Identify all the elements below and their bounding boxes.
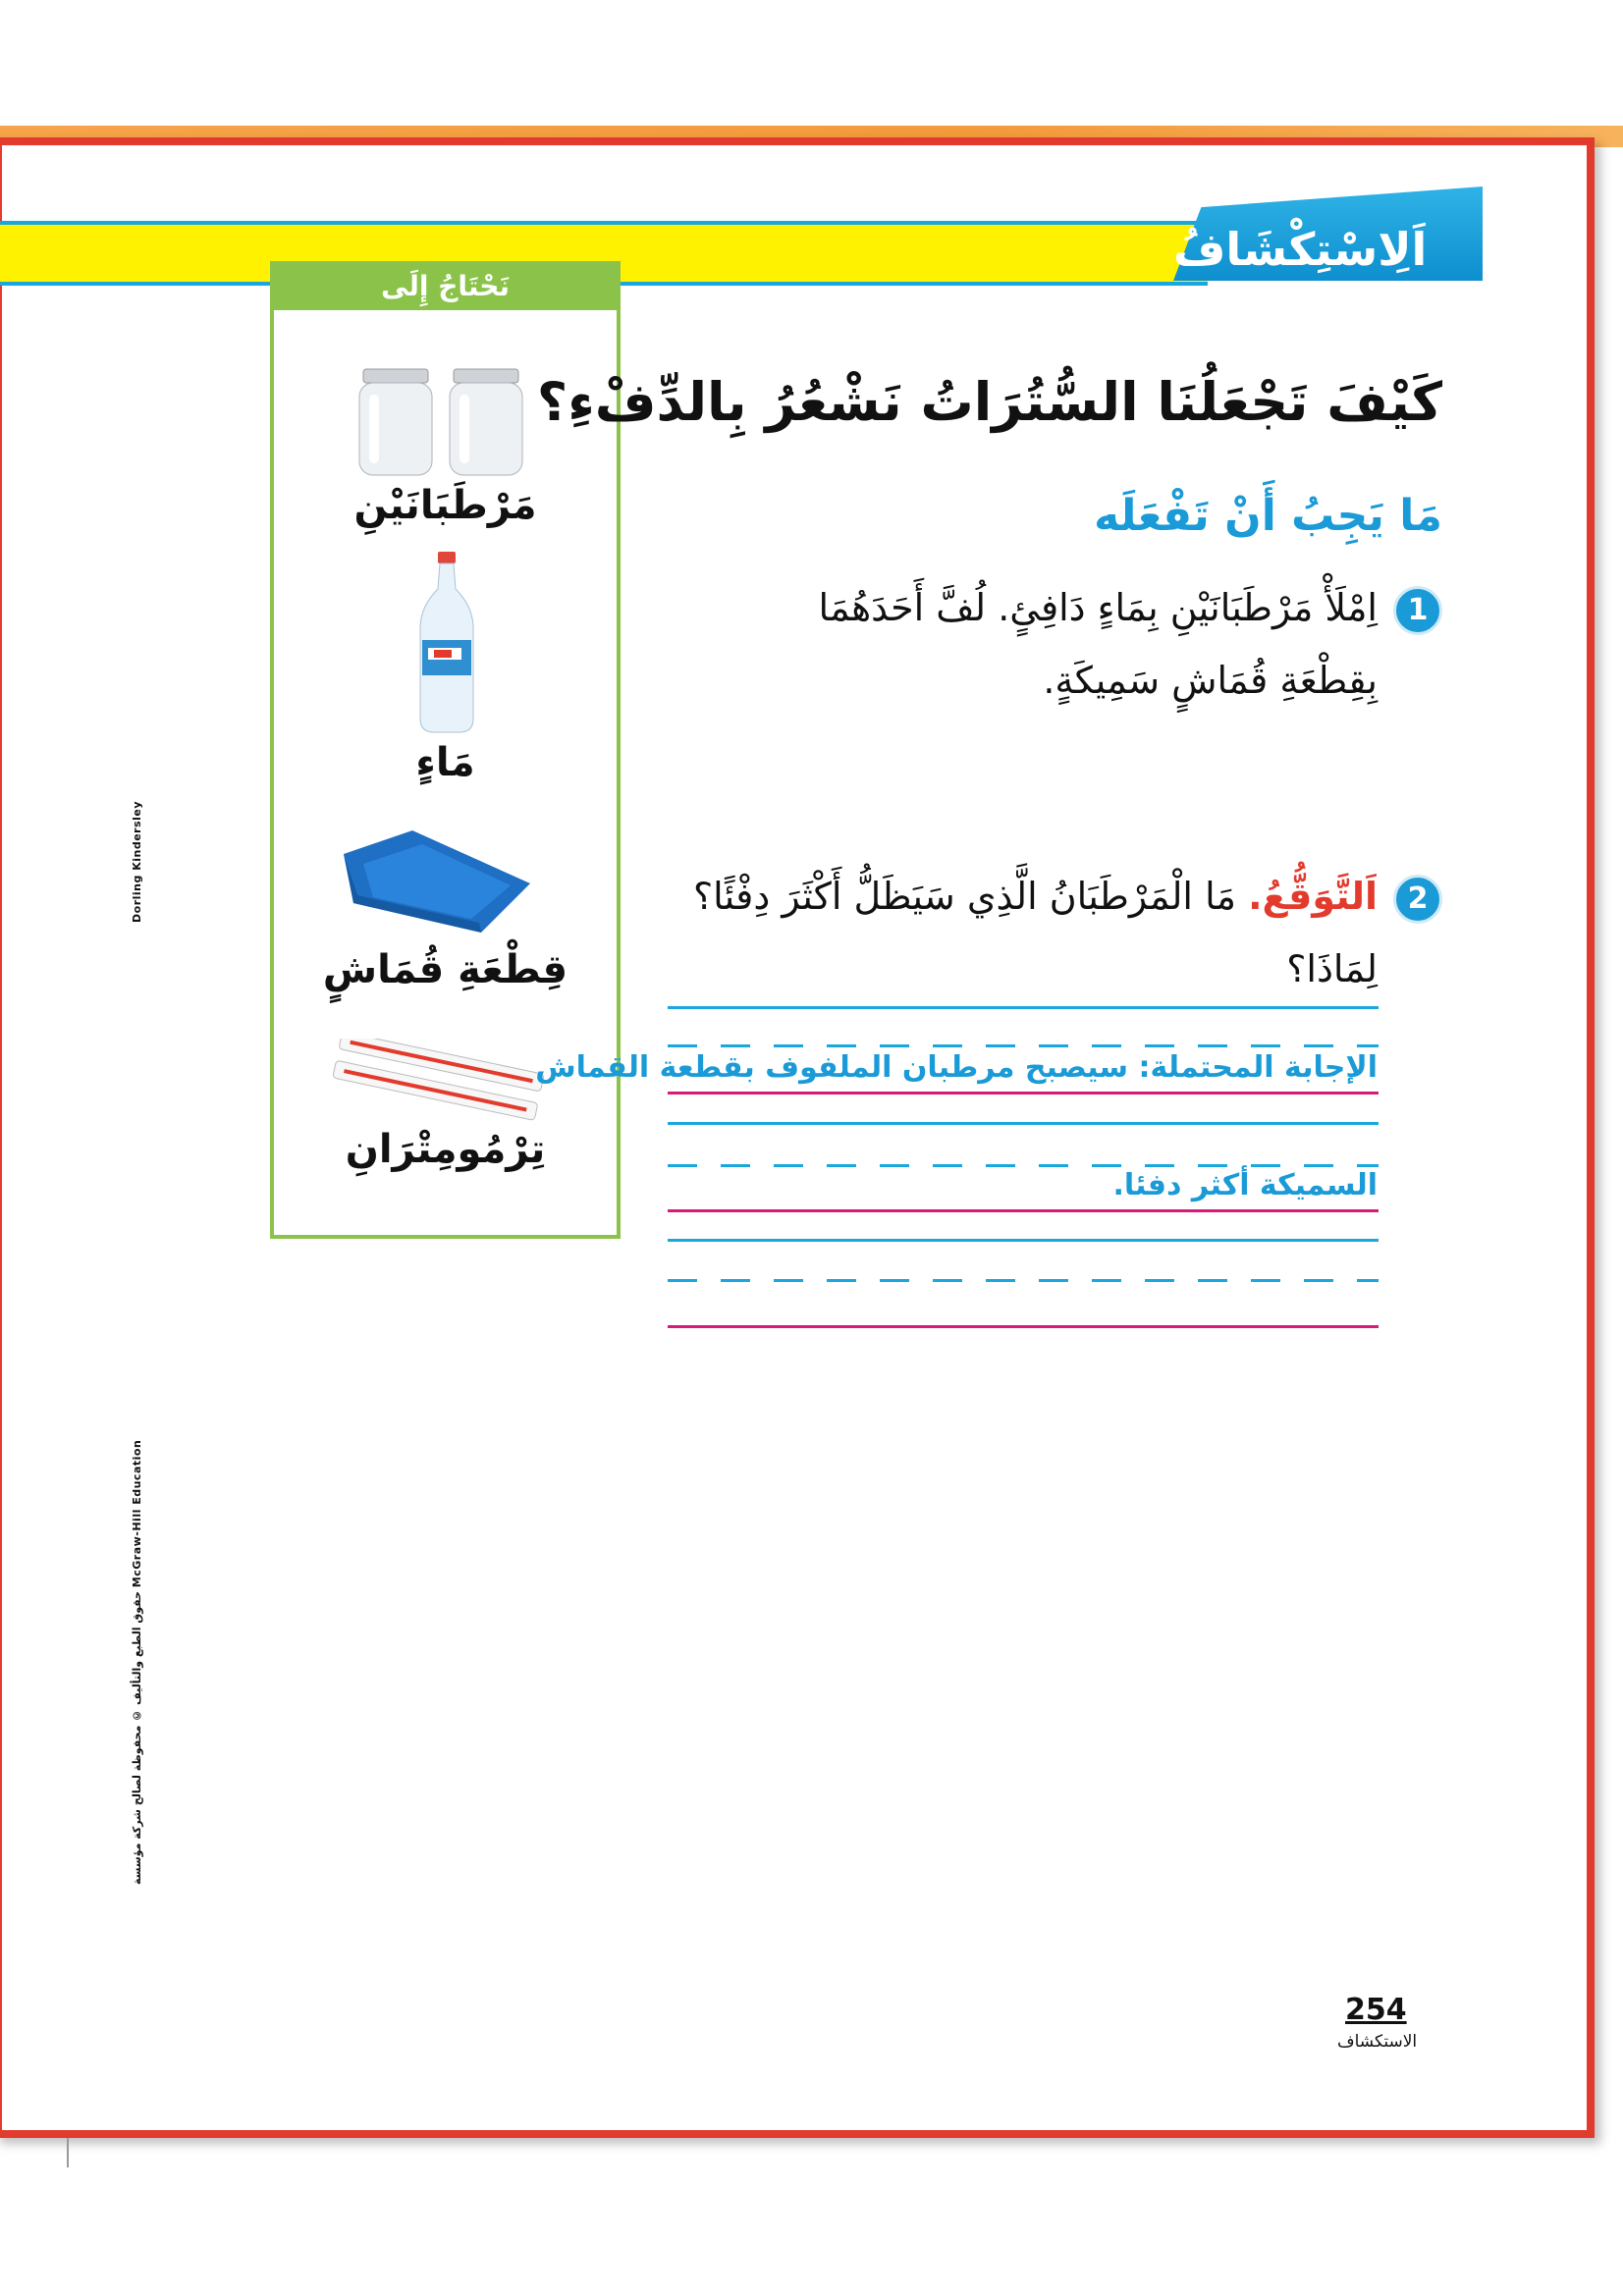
writing-line <box>668 1239 1379 1242</box>
supply-label-water: مَاءٍ <box>415 740 475 785</box>
section-title: مَا يَجِبُ أَنْ تَفْعَلَه <box>1094 491 1442 541</box>
writing-line-baseline <box>668 1209 1379 1212</box>
banner-title: اَلِاسْتِكْشَافُ <box>1173 223 1428 276</box>
thermometers-icon <box>324 1039 550 1127</box>
step-text: مَا الْمَرْطَبَانُ الَّذِي سَيَظَلُّ أَكْثَرَ دِفْئًا؟ <box>692 875 1236 918</box>
answer-line-1: الإجابة المحتملة: سيصبح مرطبان الملفوف بقطعة القماش <box>535 1050 1378 1085</box>
cloth-icon <box>334 825 540 942</box>
step-text-continued: لِمَاذَا؟ <box>1286 947 1378 990</box>
writing-line-dashed <box>668 1279 1379 1282</box>
supply-label-jars: مَرْطَبَانَيْنِ <box>353 483 537 528</box>
writing-line-dashed <box>668 1044 1379 1047</box>
copyright-notice: حقوق الطبع والتأليف © محفوظة لصالح شركة مؤسسة McGraw-Hill Education <box>131 1439 143 1885</box>
page-frame <box>0 137 1595 2138</box>
answer-line-2: السميكة أكثر دفئا. <box>1112 1168 1378 1202</box>
supplies-header: نَحْتَاجُ إِلَى <box>270 261 621 310</box>
step-number: 2 <box>1393 875 1442 924</box>
writing-line <box>668 1006 1379 1009</box>
step-1 <box>819 571 1442 717</box>
step-2 <box>693 860 1442 1005</box>
writing-line-baseline <box>668 1325 1379 1328</box>
step-text-continued: بِقِطْعَةِ قُمَاشٍ سَمِيكَةٍ. <box>1043 659 1378 702</box>
page-footer-label: الاستكشاف <box>1337 2032 1418 2052</box>
step-number: 1 <box>1393 586 1442 635</box>
water-bottle-icon <box>412 550 481 736</box>
supply-label-thermometers: تِرْمُومِتْرَانِ <box>345 1127 546 1172</box>
spine-mark <box>67 2138 69 2167</box>
writing-line-dashed <box>668 1164 1379 1167</box>
writing-line-baseline <box>668 1092 1379 1095</box>
writing-line <box>668 1122 1379 1125</box>
photo-credit: Dorling Kindersley <box>131 800 143 923</box>
supply-label-cloth: قِطْعَةِ قُمَاشٍ <box>322 947 568 992</box>
predict-label: اَلتَّوَقُّعُ. <box>1248 875 1378 918</box>
jars-icon <box>353 361 540 479</box>
page-number: 254 <box>1345 1993 1407 2027</box>
step-text: اِمْلَأْ مَرْطَبَانَيْنِ بِمَاءٍ دَافِئٍ. لُفَّ أَحَدَهُمَا <box>818 586 1378 629</box>
question-title: كَيْفَ تَجْعَلُنَا السُّتُرَاتُ نَشْعُرُ بِالدِّفْءِ؟ <box>536 371 1442 433</box>
